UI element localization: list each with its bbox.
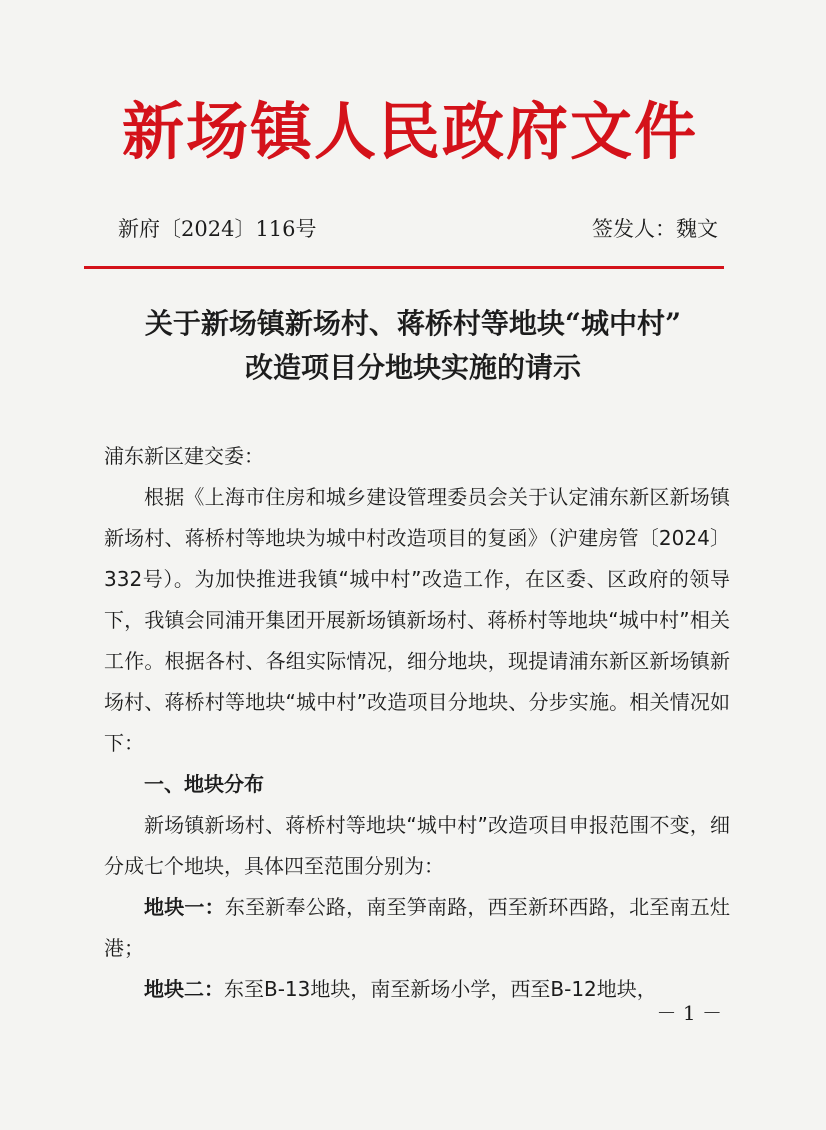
document-title-line-1: 关于新场镇新场村、蒋桥村等地块“城中村” <box>144 307 682 340</box>
document-body <box>104 436 730 1010</box>
block-one-paragraph <box>104 887 730 969</box>
block-two-paragraph <box>104 969 730 1010</box>
document-signer: 签发人：魏文 <box>592 217 718 241</box>
section-heading-block-distribution: 一、地块分布 <box>144 772 264 796</box>
document-title <box>60 302 766 390</box>
document-title-line-2: 改造项目分地块实施的请示 <box>244 351 581 384</box>
document-number: 新府〔2024〕116号 <box>118 217 317 241</box>
block-two-label: 地块二： <box>144 977 224 1001</box>
block-two-text: 东至B-13地块，南至新场小学，西至B-12地块， <box>224 977 657 1001</box>
block-one-label: 地块一： <box>144 895 225 919</box>
addressee: 浦东新区建交委： <box>104 444 264 468</box>
document-masthead: 新场镇人民政府文件 <box>121 95 698 168</box>
red-divider-line <box>84 266 724 269</box>
section-paragraph-block-distribution: 新场镇新场村、蒋桥村等地块“城中村”改造项目申报范围不变，细分成七个地块，具体四至范围分别为： <box>104 813 730 878</box>
block-one-text: 东至新奉公路，南至笋南路，西至新环西路，北至南五灶港； <box>104 895 731 960</box>
intro-paragraph: 根据《上海市住房和城乡建设管理委员会关于认定浦东新区新场镇新场村、蒋桥村等地块为城中村改造项目的复函》（沪建房管〔2024〕332号）。为加快推进我镇“城中村”改造工作，在区委、区政府的领导下，我镇会同浦开集团开展新场镇新场村、蒋桥村等地块“城中村”相关工作。根据各村、各组实际情况，细分地块，现提请浦东新区新场镇新场村、蒋桥村等地块“城中村”改造项目分地块、分步实施。相关情况如下： <box>104 485 730 755</box>
page-number: － 1 － <box>656 1001 722 1025</box>
